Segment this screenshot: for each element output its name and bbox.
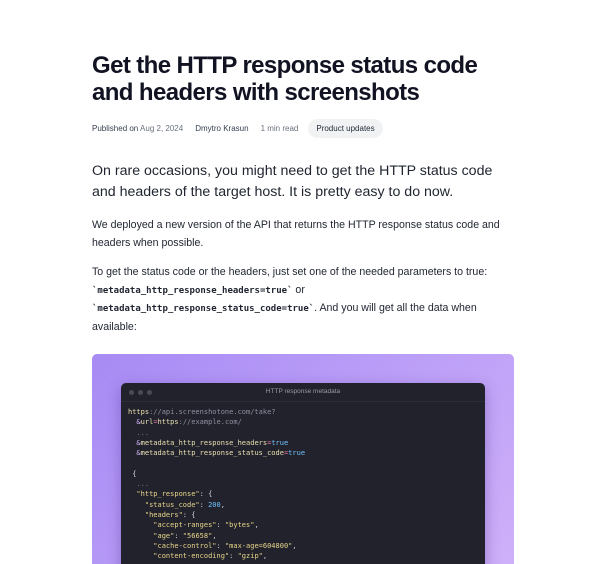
code-token: "56658" xyxy=(182,531,213,540)
code-token: , xyxy=(254,521,259,530)
parameters-or: or xyxy=(292,283,305,296)
code-token: "bytes" xyxy=(224,521,255,530)
category-badge[interactable]: Product updates xyxy=(308,119,382,138)
code-token: : xyxy=(229,552,238,561)
code-token: = xyxy=(267,438,272,447)
article-title: Get the HTTP response status code and headers with screenshots xyxy=(92,52,478,106)
code-block xyxy=(128,407,305,561)
param-headers-code: `metadata_http_response_headers=true` xyxy=(92,285,293,296)
code-window-title: HTTP response metadata xyxy=(265,388,341,395)
code-token: : xyxy=(216,521,225,530)
code-line xyxy=(128,407,305,417)
code-token: "accept-ranges" xyxy=(128,521,217,530)
code-token: , xyxy=(220,500,225,509)
code-token: "gzip" xyxy=(237,552,263,561)
code-line xyxy=(128,500,305,510)
code-token: true xyxy=(288,449,306,458)
code-line xyxy=(128,510,305,520)
paragraph-deploy: We deployed a new version of the API that returns the HTTP response status code and headers when possible. xyxy=(92,219,500,249)
code-token: & xyxy=(128,449,141,458)
code-line xyxy=(128,541,305,551)
code-token: , xyxy=(292,541,297,550)
code-token: true xyxy=(271,438,289,447)
read-time: 1 min read xyxy=(260,123,299,133)
code-token: "content-encoding" xyxy=(128,552,230,561)
code-token: https xyxy=(128,408,150,416)
code-line xyxy=(128,417,305,427)
code-window xyxy=(121,383,485,564)
code-token: metadata_http_response_status_code xyxy=(140,449,284,458)
parameters-outro: . And you will get all the data when available: xyxy=(92,302,477,333)
paragraph-parameters xyxy=(92,264,517,336)
code-token: ... xyxy=(128,428,150,437)
code-line xyxy=(128,531,305,541)
code-token: : { xyxy=(199,490,213,499)
code-token: "http_response" xyxy=(128,490,200,499)
code-line xyxy=(128,428,305,438)
code-token: , xyxy=(262,552,268,561)
code-line xyxy=(128,489,305,499)
code-line xyxy=(128,458,305,468)
code-token: & xyxy=(128,418,141,427)
code-token: = xyxy=(283,449,289,458)
code-token: ://example.com/ xyxy=(178,418,242,427)
code-token: "max-age=604800" xyxy=(224,541,293,550)
author-link[interactable]: Dmytro Krasun xyxy=(195,123,249,133)
published-date xyxy=(92,124,183,133)
date-value: Aug 2, 2024 xyxy=(140,123,184,133)
code-token: 200 xyxy=(208,500,221,509)
code-token: : xyxy=(174,531,183,540)
code-token: : xyxy=(199,500,209,509)
code-line xyxy=(128,438,305,448)
code-token: "status_code" xyxy=(128,500,200,509)
lead-paragraph: On rare occasions, you might need to get the HTTP status code and headers of the target host. It is pretty easy to do now. xyxy=(92,163,493,200)
code-token: , xyxy=(212,531,217,540)
code-token: "cache-control" xyxy=(128,541,217,550)
param-status-code: `metadata_http_response_status_code=true` xyxy=(92,304,315,314)
code-token: metadata_http_response_headers xyxy=(140,438,268,447)
code-token: "headers" xyxy=(128,510,183,519)
code-line xyxy=(128,448,305,458)
code-token: & xyxy=(128,438,141,447)
code-token: ... xyxy=(128,480,150,489)
code-token: : { xyxy=(182,510,196,519)
code-line xyxy=(128,551,305,561)
code-token: "age" xyxy=(128,531,175,540)
published-prefix: Published on xyxy=(92,123,139,133)
code-token: https xyxy=(157,418,179,427)
parameters-intro: To get the status code or the headers, just set one of the needed parameters to true: xyxy=(92,266,488,278)
code-line xyxy=(128,469,305,479)
code-line xyxy=(128,520,305,530)
code-token: ://api.screenshotone.com/take? xyxy=(149,408,276,416)
code-line xyxy=(128,479,305,489)
code-window-titlebar xyxy=(121,383,485,402)
code-token: { xyxy=(128,469,137,478)
hero-image xyxy=(92,354,514,564)
code-token: = xyxy=(153,418,158,427)
article-meta xyxy=(92,118,383,138)
code-token: url xyxy=(140,418,154,427)
code-token: : xyxy=(216,541,225,550)
